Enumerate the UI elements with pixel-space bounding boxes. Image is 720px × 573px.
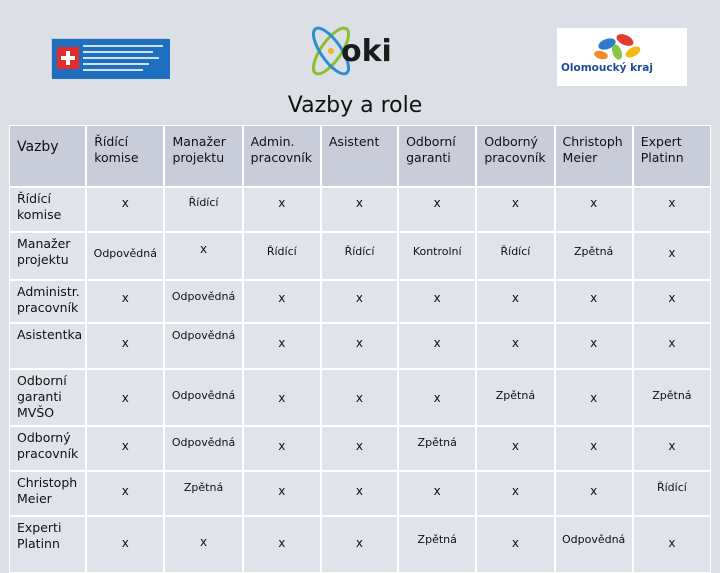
cell-value: x — [355, 484, 364, 498]
cell-value: x — [433, 336, 441, 350]
table-cell — [633, 471, 711, 516]
table-row — [9, 426, 711, 471]
cell-value: x — [355, 336, 364, 350]
column-header: Expert Platinn — [633, 125, 711, 187]
cell-value: Zpětná — [417, 436, 457, 449]
cell-value: Řídící — [344, 245, 375, 258]
table-cell — [476, 426, 554, 471]
table-cell — [633, 187, 711, 232]
swiss-logo-text-lines — [83, 45, 165, 75]
table-cell — [476, 323, 554, 369]
table-cell — [86, 426, 164, 471]
cell-value: x — [278, 391, 286, 405]
cell-value: x — [511, 291, 519, 305]
table-cell — [398, 323, 476, 369]
table-row — [9, 323, 711, 369]
cell-value: x — [433, 291, 441, 305]
cell-value: x — [668, 439, 676, 453]
cell-value: x — [590, 484, 598, 498]
table-cell — [243, 323, 321, 369]
table-cell — [398, 187, 476, 232]
cell-value: x — [668, 536, 676, 550]
cell-value: Odpovědná — [171, 290, 236, 303]
cell-value: x — [355, 391, 364, 405]
cell-value: x — [668, 246, 676, 260]
table-cell — [321, 232, 398, 280]
table-cell — [633, 426, 711, 471]
row-header: Christoph Meier — [9, 471, 86, 516]
olomoucky-kraj-text: Olomoucký kraj — [561, 62, 653, 74]
table-cell — [164, 516, 242, 573]
table-cell — [398, 369, 476, 426]
cell-value: Řídící — [188, 196, 219, 209]
cell-value: x — [278, 336, 286, 350]
table-cell — [164, 471, 242, 516]
table-cell — [476, 369, 554, 426]
row-header: Administr. pracovník — [9, 280, 86, 323]
table-cell — [243, 426, 321, 471]
swiss-contribution-logo — [51, 38, 169, 78]
table-cell — [633, 369, 711, 426]
table-cell — [476, 280, 554, 323]
cell-value: x — [590, 336, 598, 350]
table-cell — [321, 323, 398, 369]
column-header: Manažer projektu — [164, 125, 242, 187]
table-cell — [243, 280, 321, 323]
row-header: Řídící komise — [9, 187, 86, 232]
cell-value: x — [278, 291, 286, 305]
cell-value: x — [590, 391, 598, 405]
table-cell — [555, 369, 633, 426]
row-header: Odborný pracovník — [9, 426, 86, 471]
table-corner-label: Vazby — [9, 125, 86, 187]
cell-value: x — [121, 391, 129, 405]
cell-value: x — [511, 439, 519, 453]
table-cell — [398, 516, 476, 573]
swiss-flag-icon — [57, 47, 79, 69]
cell-value: Odpovědná — [171, 329, 236, 342]
cell-value: x — [668, 336, 676, 350]
table-cell — [321, 369, 398, 426]
table-cell — [86, 369, 164, 426]
cell-value: x — [590, 291, 598, 305]
table-cell — [321, 280, 398, 323]
cell-value: Řídící — [266, 245, 297, 258]
column-header: Christoph Meier — [555, 125, 633, 187]
table-cell — [164, 426, 242, 471]
cell-value: x — [199, 535, 208, 549]
cell-value: x — [511, 196, 519, 210]
table-row — [9, 471, 711, 516]
cell-value: Řídící — [656, 481, 687, 494]
cell-value: x — [433, 196, 441, 210]
cell-value: x — [121, 196, 129, 210]
table-cell — [555, 232, 633, 280]
table-cell — [633, 323, 711, 369]
table-cell — [633, 232, 711, 280]
cell-value: x — [355, 196, 364, 210]
table-cell — [555, 516, 633, 573]
cell-value: x — [121, 291, 129, 305]
table-cell — [476, 471, 554, 516]
cell-value: x — [433, 484, 441, 498]
table-cell — [243, 187, 321, 232]
table-row — [9, 516, 711, 573]
cell-value: x — [668, 196, 676, 210]
cell-value: x — [278, 536, 286, 550]
table-row — [9, 187, 711, 232]
table-cell — [164, 369, 242, 426]
table-cell — [476, 232, 554, 280]
cell-value: Zpětná — [573, 245, 614, 258]
cell-value: Odpovědná — [561, 533, 626, 546]
cell-value: x — [121, 336, 129, 350]
cell-value: Odpovědná — [93, 247, 157, 260]
table-cell — [86, 323, 164, 369]
cell-value: x — [278, 196, 286, 210]
oki-logo-text: oki — [341, 34, 392, 69]
table-cell — [321, 471, 398, 516]
olomouc-flower-icon — [557, 28, 687, 64]
table-cell — [164, 280, 242, 323]
slide-title: Vazby a role — [287, 93, 423, 118]
table-cell — [164, 232, 242, 280]
cell-value: x — [433, 391, 441, 405]
table-cell — [243, 369, 321, 426]
table-cell — [555, 426, 633, 471]
cell-value: Zpětná — [652, 389, 692, 402]
cell-value: Zpětná — [495, 389, 536, 402]
table-cell — [398, 280, 476, 323]
table-cell — [86, 516, 164, 573]
table-cell — [321, 426, 398, 471]
cell-value: x — [121, 484, 129, 498]
table-cell — [86, 187, 164, 232]
column-header: Admin. pracovník — [243, 125, 321, 187]
table-cell — [164, 323, 242, 369]
table-cell — [398, 471, 476, 516]
table-cell — [243, 232, 321, 280]
row-header: Experti Platinn — [9, 516, 86, 573]
cell-value: Odpovědná — [171, 389, 236, 402]
table-cell — [164, 187, 242, 232]
row-header: Odborní garanti MVŠO — [9, 369, 86, 426]
column-header: Řídící komise — [86, 125, 164, 187]
cell-value: Zpětná — [183, 481, 224, 494]
table-cell — [321, 187, 398, 232]
cell-value: x — [511, 536, 519, 550]
table-cell — [86, 280, 164, 323]
olomoucky-kraj-logo — [557, 28, 687, 86]
table-cell — [398, 426, 476, 471]
table-cell — [476, 187, 554, 232]
cell-value: x — [355, 291, 364, 305]
table-cell — [555, 280, 633, 323]
column-header: Asistent — [321, 125, 398, 187]
cell-value: x — [199, 242, 208, 256]
table-cell — [555, 323, 633, 369]
cell-value: Odpovědná — [171, 436, 236, 449]
cell-value: x — [121, 536, 129, 550]
table-cell — [633, 280, 711, 323]
table-cell — [398, 232, 476, 280]
cell-value: x — [355, 439, 364, 453]
cell-value: x — [278, 484, 286, 498]
table-row — [9, 232, 711, 280]
table-cell — [555, 471, 633, 516]
table-cell — [86, 471, 164, 516]
oki-logo — [305, 20, 397, 82]
table-cell — [86, 232, 164, 280]
column-header: Odborný pracovník — [476, 125, 554, 187]
table-cell — [476, 516, 554, 573]
cell-value: x — [511, 484, 519, 498]
table-cell — [243, 516, 321, 573]
cell-value: x — [278, 439, 286, 453]
table-row — [9, 280, 711, 323]
table-cell — [243, 471, 321, 516]
cell-value: x — [668, 291, 676, 305]
table-row — [9, 369, 711, 426]
cell-value: Zpětná — [417, 533, 457, 546]
cell-value: x — [511, 336, 519, 350]
column-header: Odborní garanti — [398, 125, 476, 187]
cell-value: x — [355, 536, 364, 550]
cell-value: x — [121, 439, 129, 453]
row-header: Manažer projektu — [9, 232, 86, 280]
cell-value: x — [590, 196, 598, 210]
row-header: Asistentka — [9, 323, 86, 369]
table-header-row — [9, 125, 711, 187]
cell-value: Kontrolní — [412, 245, 462, 258]
cell-value: Řídící — [500, 245, 531, 258]
roles-matrix-table — [9, 125, 711, 573]
table-cell — [633, 516, 711, 573]
table-cell — [555, 187, 633, 232]
table-cell — [321, 516, 398, 573]
cell-value: x — [590, 439, 598, 453]
